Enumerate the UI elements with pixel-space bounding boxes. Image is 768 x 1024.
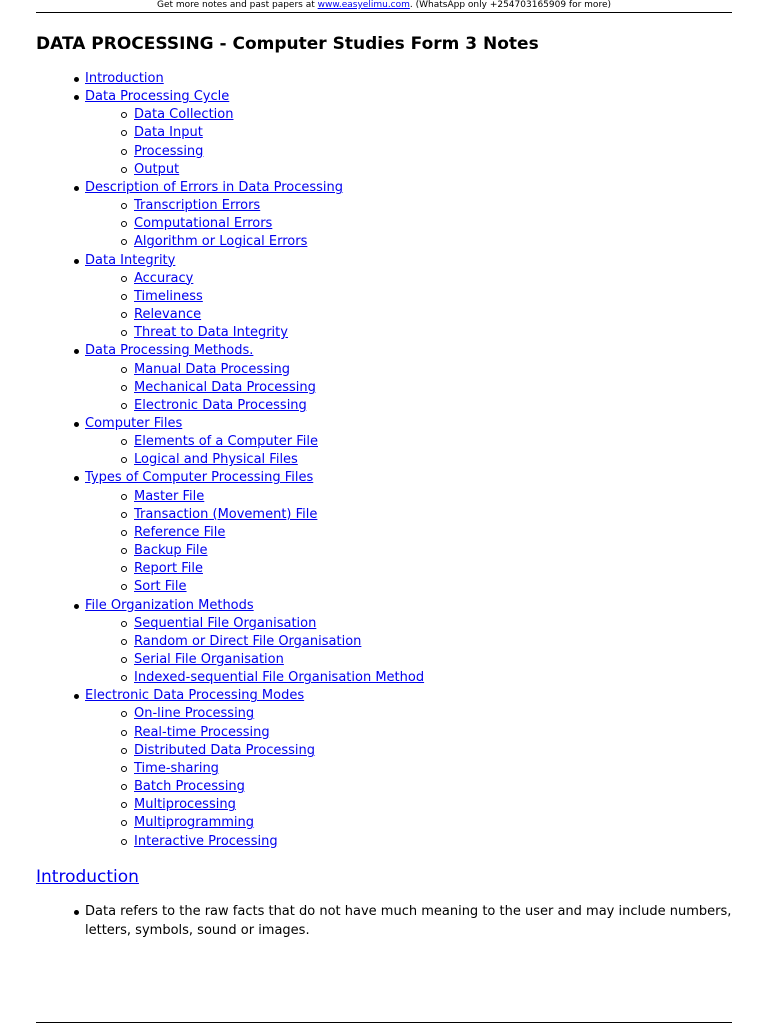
toc-link[interactable]: Data Processing Methods. <box>85 343 254 359</box>
toc-subitem <box>85 524 732 542</box>
toc-sublink[interactable]: Transaction (Movement) File <box>134 506 318 522</box>
toc-sublink[interactable]: Threat to Data Integrity <box>134 325 288 341</box>
toc-sublink[interactable]: Reference File <box>134 524 226 540</box>
toc-item <box>36 88 732 179</box>
toc-subitem <box>85 397 732 415</box>
page-footer-rule <box>36 1022 732 1023</box>
toc-subitem <box>85 270 732 288</box>
toc-link[interactable]: File Organization Methods <box>85 597 254 613</box>
introduction-bullets <box>36 903 732 940</box>
toc-sublink[interactable]: Algorithm or Logical Errors <box>134 234 308 250</box>
toc-link[interactable]: Data Processing Cycle <box>85 89 230 105</box>
toc-sublink[interactable]: Multiprogramming <box>134 815 255 831</box>
toc-subitem <box>85 814 732 832</box>
toc-subitem <box>85 742 732 760</box>
toc-subitem <box>85 233 732 251</box>
toc-sublink[interactable]: Serial File Organisation <box>134 652 284 667</box>
toc-item <box>36 342 732 415</box>
toc-sublist <box>85 361 732 415</box>
toc-sublink[interactable]: Random or Direct File Organisation <box>134 633 362 649</box>
toc-subitem <box>85 833 732 851</box>
toc-sublink[interactable]: Logical and Physical Files <box>134 452 298 468</box>
toc-sublist <box>85 488 732 597</box>
toc-sublink[interactable]: Report File <box>134 561 203 577</box>
toc-subitem <box>85 542 732 560</box>
toc-sublink[interactable]: Output <box>134 161 180 177</box>
toc-sublink[interactable]: Multiprocessing <box>134 797 236 813</box>
toc-subitem <box>85 433 732 451</box>
toc-subitem <box>85 760 732 778</box>
toc-sublink[interactable]: Distributed Data Processing <box>134 742 316 758</box>
toc-subitem <box>85 705 732 723</box>
toc-sublink[interactable]: Manual Data Processing <box>134 361 290 377</box>
toc-item <box>36 252 732 343</box>
toc-sublink[interactable]: Sort File <box>134 579 187 595</box>
toc-sublink[interactable]: Indexed-sequential File Organisation Method <box>134 670 425 686</box>
toc-subitem <box>85 379 732 397</box>
toc-subitem <box>85 796 732 814</box>
toc-item <box>36 597 732 688</box>
toc-subitem <box>85 578 732 596</box>
toc-sublist <box>85 197 732 251</box>
toc-sublink[interactable]: Data Input <box>134 125 203 141</box>
toc-subitem <box>85 143 732 161</box>
toc-link[interactable]: Electronic Data Processing Modes <box>85 688 305 704</box>
toc-link[interactable]: Computer Files <box>85 415 183 431</box>
toc-item <box>36 415 732 469</box>
toc-sublist <box>85 705 732 850</box>
introduction-heading-link[interactable]: Introduction <box>36 867 139 887</box>
toc-item <box>36 70 732 88</box>
toc-sublist <box>85 615 732 688</box>
toc-sublink[interactable]: Timeliness <box>134 288 203 304</box>
site-link[interactable]: www.easyelimu.com <box>317 0 410 10</box>
toc-item <box>36 469 732 596</box>
toc-sublink[interactable]: Interactive Processing <box>134 833 278 849</box>
toc-link[interactable]: Data Integrity <box>85 252 176 268</box>
toc-subitem <box>85 324 732 342</box>
toc-subitem <box>85 288 732 306</box>
toc-sublink[interactable]: Master File <box>134 488 205 504</box>
page-header-notice <box>36 0 732 13</box>
toc-subitem <box>85 306 732 324</box>
toc-sublink[interactable]: Sequential File Organisation <box>134 615 317 631</box>
toc-sublink[interactable]: Relevance <box>134 307 202 323</box>
toc-link[interactable]: Description of Errors in Data Processing <box>85 179 344 195</box>
toc-sublink[interactable]: Real-time Processing <box>134 724 270 740</box>
toc-sublink[interactable]: Accuracy <box>134 270 194 286</box>
toc-subitem <box>85 615 732 633</box>
toc-subitem <box>85 506 732 524</box>
toc-subitem <box>85 124 732 142</box>
toc-subitem <box>85 361 732 379</box>
toc-item <box>36 687 732 850</box>
toc-subitem <box>85 633 732 651</box>
toc-subitem <box>85 215 732 233</box>
section-heading-introduction <box>36 866 139 888</box>
toc-sublink[interactable]: Backup File <box>134 543 208 559</box>
toc-subitem <box>85 669 732 687</box>
toc-subitem <box>85 560 732 578</box>
toc-subitem <box>85 161 732 179</box>
toc-subitem <box>85 778 732 796</box>
toc-sublink[interactable]: Batch Processing <box>134 779 245 795</box>
toc-subitem <box>85 106 732 124</box>
toc-sublist <box>85 433 732 469</box>
header-notice-prefix: Get more notes and past papers at <box>156 0 318 10</box>
toc-sublink[interactable]: Mechanical Data Processing <box>134 379 316 395</box>
toc-subitem <box>85 724 732 742</box>
toc-sublink[interactable]: Electronic Data Processing <box>134 397 307 413</box>
page-title: DATA PROCESSING - Computer Studies Form 3 Notes <box>36 34 539 54</box>
toc-sublink[interactable]: Transcription Errors <box>134 198 261 214</box>
toc-sublink[interactable]: Computational Errors <box>134 216 273 232</box>
toc-link[interactable]: Introduction <box>85 71 164 86</box>
toc-sublist <box>85 106 732 179</box>
toc-sublink[interactable]: On-line Processing <box>134 706 255 722</box>
toc-subitem <box>85 451 732 469</box>
toc-item <box>36 179 732 252</box>
toc-sublink[interactable]: Elements of a Computer File <box>134 434 318 450</box>
toc-subitem <box>85 651 732 669</box>
toc-link[interactable]: Types of Computer Processing Files <box>85 470 314 486</box>
toc-sublink[interactable]: Processing <box>134 143 204 159</box>
toc-subitem <box>85 488 732 506</box>
toc-sublink[interactable]: Data Collection <box>134 107 234 123</box>
list-item: Data refers to the raw facts that do not have much meaning to the user and may include numbers, letters, symbols, sound or images. <box>36 903 732 940</box>
table-of-contents <box>36 70 732 851</box>
toc-sublink[interactable]: Time-sharing <box>134 760 219 776</box>
toc-sublist <box>85 270 732 343</box>
toc-subitem <box>85 197 732 215</box>
header-notice-suffix: . (WhatsApp only +254703165909 for more) <box>409 0 611 10</box>
